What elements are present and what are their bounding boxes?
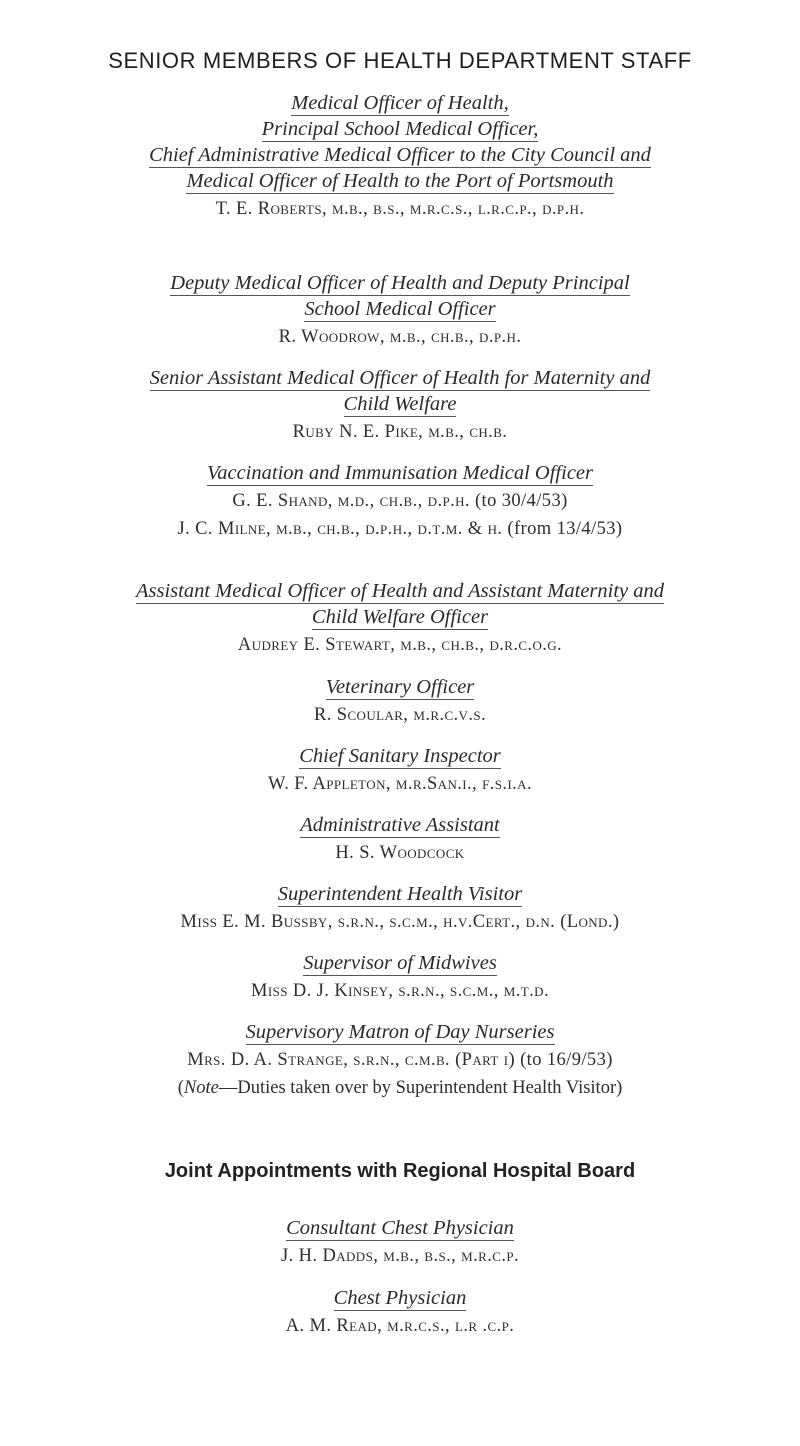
role-title: Chief Administrative Medical Officer to the City Council and: [149, 144, 651, 166]
health-visitor-entry: [0, 881, 800, 937]
role-title: Principal School Medical Officer,: [261, 118, 539, 140]
role-title: Child Welfare: [343, 393, 457, 415]
note-text: (Note—Duties taken over by Superintendent Health Visitor): [177, 1078, 623, 1098]
role-title: Assistant Medical Officer of Health and Assistant Maternity and: [135, 580, 665, 602]
page-title: SENIOR MEMBERS OF HEALTH DEPARTMENT STAFF: [108, 48, 692, 73]
chest-physician-entry: [0, 1285, 800, 1341]
moh-entry: [0, 90, 800, 224]
role-title: Superintendent Health Visitor: [277, 883, 523, 905]
person-name: Mrs. D. A. Strange, s.r.n., c.m.b. (Part i) (to 16/9/53): [187, 1050, 613, 1070]
role-title: Child Welfare Officer: [311, 606, 489, 628]
consultant-entry: [0, 1215, 800, 1271]
role-title: Senior Assistant Medical Officer of Health for Maternity and: [149, 367, 651, 389]
admin-entry: [0, 812, 800, 868]
role-title: Veterinary Officer: [325, 676, 475, 698]
role-title: Chest Physician: [333, 1287, 467, 1309]
veterinary-entry: [0, 674, 800, 730]
person-name: J. H. Dadds, m.b., b.s., m.r.c.p.: [280, 1246, 520, 1266]
role-title: Chief Sanitary Inspector: [299, 745, 501, 767]
person-name: H. S. Woodcock: [335, 843, 465, 863]
senior-assistant-entry: [0, 365, 800, 447]
person-name: R. Scoular, m.r.c.v.s.: [313, 705, 487, 725]
section-title: Joint Appointments with Regional Hospital Board: [164, 1160, 636, 1182]
role-title: Medical Officer of Health,: [291, 92, 509, 114]
role-title: Supervisor of Midwives: [303, 952, 497, 974]
person-name: A. M. Read, m.r.c.s., l.r .c.p.: [285, 1316, 515, 1336]
person-name: Ruby N. E. Pike, m.b., ch.b.: [292, 422, 508, 442]
role-title: Supervisory Matron of Day Nurseries: [245, 1021, 555, 1043]
deputy-entry: [0, 270, 800, 352]
person-name: Miss D. J. Kinsey, s.r.n., s.c.m., m.t.d.: [251, 981, 549, 1001]
person-name: J. C. Milne, m.b., ch.b., d.p.h., d.t.m. & h. (from 13/4/53): [177, 519, 623, 539]
role-title: Administrative Assistant: [300, 814, 500, 836]
sanitary-entry: [0, 743, 800, 799]
person-name: W. F. Appleton, m.r.San.i., f.s.i.a.: [268, 774, 532, 794]
person-name: R. Woodrow, m.b., ch.b., d.p.h.: [278, 327, 522, 347]
person-name: Audrey E. Stewart, m.b., ch.b., d.r.c.o.g.: [237, 635, 563, 655]
person-name: Miss E. M. Bussby, s.r.n., s.c.m., h.v.Cert., d.n. (Lond.): [180, 912, 620, 932]
person-name: T. E. Roberts, m.b., b.s., m.r.c.s., l.r.c.p., d.p.h.: [215, 199, 585, 219]
role-title: Vaccination and Immunisation Medical Officer: [206, 462, 594, 484]
assistant-entry: [0, 578, 800, 660]
midwives-entry: [0, 950, 800, 1006]
role-title: Medical Officer of Health to the Port of Portsmouth: [186, 170, 614, 192]
role-title: School Medical Officer: [304, 298, 496, 320]
person-name: G. E. Shand, m.d., ch.b., d.p.h. (to 30/4/53): [232, 491, 568, 511]
vaccination-entry: [0, 460, 800, 542]
nurseries-entry: [0, 1019, 800, 1101]
role-title: Consultant Chest Physician: [286, 1217, 514, 1239]
role-title: Deputy Medical Officer of Health and Deputy Principal: [170, 272, 630, 294]
